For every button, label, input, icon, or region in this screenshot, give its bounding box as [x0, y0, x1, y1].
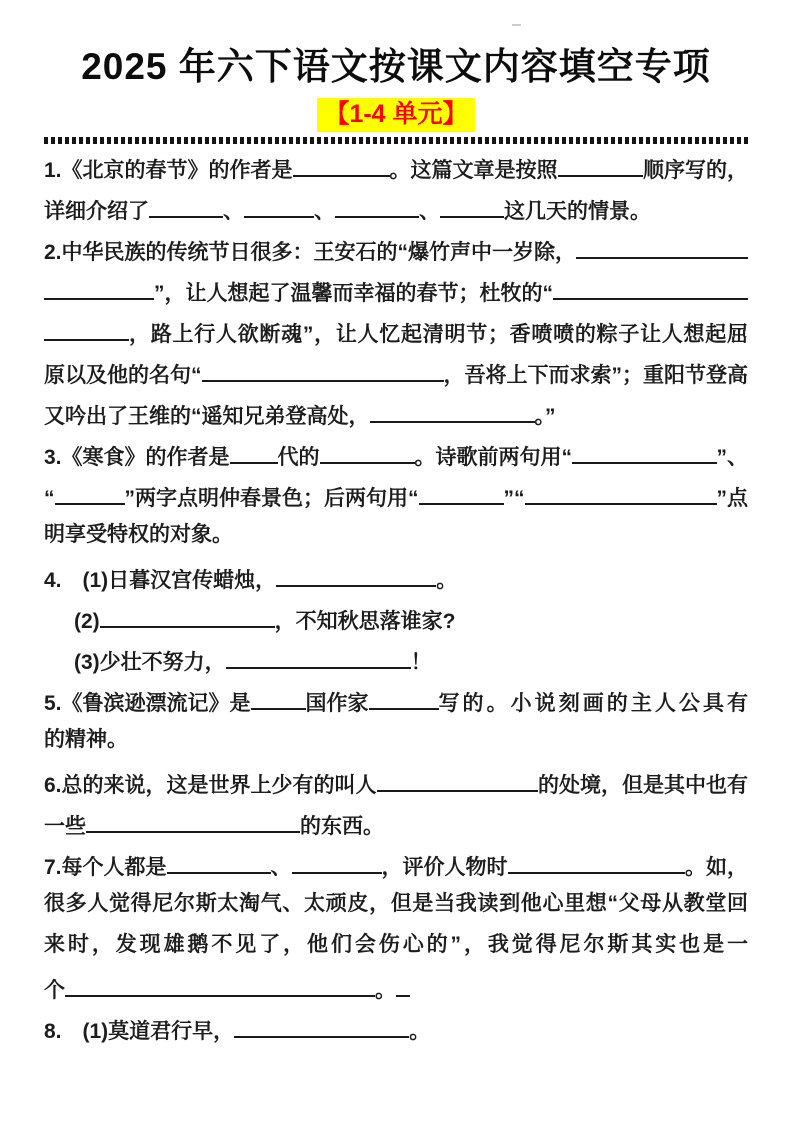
question-text: 明享受特权的对象。 — [44, 522, 233, 546]
questions — [44, 149, 748, 1051]
question-text: (3)少壮不努力， — [74, 650, 226, 674]
question-line — [44, 518, 748, 559]
blank-field — [65, 969, 375, 997]
question-line — [44, 559, 748, 600]
question-line — [44, 190, 748, 231]
question-text: 。 — [436, 568, 458, 592]
question-text: 的处境，但是其中也有 — [538, 773, 748, 797]
question-line — [44, 641, 748, 682]
question-text: ，路上行人欲断魂”，让人忆起清明节；香喷喷的粽子让人想起屈 — [129, 322, 748, 346]
question-line — [44, 149, 748, 190]
question-line — [44, 764, 748, 805]
question-text: ”两字点明仲春景色；后两句用“ — [124, 486, 419, 510]
question-text: 很多人觉得尼尔斯太淘气、太顽皮，但是当我读到他心里想“父母从教堂回 — [44, 891, 748, 915]
question-text: 。 — [375, 978, 396, 1002]
question-line — [44, 887, 748, 928]
question-text: 个 — [44, 978, 65, 1002]
question-text: 这几天的情景。 — [504, 199, 651, 223]
question-text: 。” — [534, 404, 556, 428]
question-text: “ — [44, 486, 55, 510]
question-line — [44, 436, 748, 477]
page-title: 2025 年六下语文按课文内容填空专项 — [81, 46, 711, 87]
question-line — [44, 477, 748, 518]
blank-field — [234, 1010, 409, 1038]
question-line — [44, 395, 748, 436]
question-text: 3.《寒食》的作者是 — [44, 445, 230, 469]
question-text: 8. (1)莫道君行早， — [44, 1019, 235, 1043]
question-text: 代的 — [277, 445, 320, 469]
blank-field — [335, 190, 419, 218]
question-text: 4. (1)日暮汉宫传蜡烛， — [44, 568, 277, 592]
question-line — [44, 846, 748, 887]
blank-field — [44, 272, 154, 300]
question-text: 。诗歌前两句用“ — [414, 445, 573, 469]
blank-field — [558, 149, 643, 177]
question-text: 原以及他的名句“ — [44, 363, 202, 387]
question-text: ”，让人想起了温馨而幸福的春节；杜牧的“ — [154, 281, 553, 305]
question-line — [44, 354, 748, 395]
question-text: 国作家 — [305, 691, 369, 715]
question-text: 、 — [223, 199, 244, 223]
unit-badge: 【1-4 单元】 — [317, 98, 474, 132]
question-text: 。这篇文章是按照 — [389, 158, 558, 182]
blank-field — [230, 436, 278, 464]
blank-field — [572, 436, 716, 464]
blank-field — [44, 313, 129, 341]
blank-field — [292, 846, 382, 874]
question-text: 7.每个人都是 — [44, 855, 167, 879]
blank-field — [293, 149, 390, 177]
question-text: 来时，发现雄鹅不见了，他们会伤心的”，我觉得尼尔斯其实也是一 — [44, 932, 748, 956]
question-text: 顺序写的， — [643, 158, 748, 182]
question-line — [44, 313, 748, 354]
blank-field — [202, 354, 444, 382]
question-text: 、 — [314, 199, 335, 223]
question-text: (2) — [74, 609, 100, 633]
question-text: 详细介绍了 — [44, 199, 149, 223]
question-text: ”、 — [716, 445, 748, 469]
blank-field — [226, 641, 411, 669]
blank-field — [508, 846, 685, 874]
question-line — [44, 969, 748, 1010]
blank-field — [576, 231, 748, 259]
blank-field — [244, 190, 314, 218]
question-text: ，吾将上下而求索”；重阳节登高 — [443, 363, 748, 387]
blank-field — [100, 600, 275, 628]
question-text: 、 — [419, 199, 440, 223]
blank-field — [251, 682, 306, 710]
question-line — [44, 723, 748, 764]
question-text: 写的。小说刻画的主人公具有 — [438, 691, 748, 715]
question-line — [44, 600, 748, 641]
badge-row — [44, 98, 748, 132]
question-text: 、 — [270, 855, 292, 879]
stray-mark — [512, 24, 521, 26]
question-line — [44, 682, 748, 723]
blank-field — [396, 969, 410, 997]
blank-field — [369, 682, 439, 710]
blank-field — [276, 559, 436, 587]
question-text: 一些 — [44, 814, 86, 838]
question-text: 1.《北京的春节》的作者是 — [44, 158, 293, 182]
question-text: 5.《鲁滨逊漂流记》是 — [44, 691, 251, 715]
question-text: 又吟出了王维的“遥知兄弟登高处， — [44, 404, 370, 428]
question-text: ”“ — [503, 486, 525, 510]
question-line — [44, 805, 748, 846]
question-line — [44, 231, 748, 272]
blank-field — [86, 805, 300, 833]
question-text: 6.总的来说，这是世界上少有的叫人 — [44, 773, 377, 797]
question-line — [44, 1010, 748, 1051]
question-text: ，不知秋思落谁家? — [274, 609, 456, 633]
question-line — [44, 272, 748, 313]
blank-field — [440, 190, 504, 218]
question-text: 2.中华民族的传统节日很多：王安石的“爆竹声中一岁除， — [44, 240, 577, 264]
blank-field — [370, 395, 535, 423]
blank-field — [320, 436, 415, 464]
blank-field — [553, 272, 748, 300]
blank-field — [525, 477, 717, 505]
blank-field — [167, 846, 271, 874]
dotted-divider — [44, 137, 748, 144]
blank-field — [55, 477, 125, 505]
question-text: ！ — [410, 650, 432, 674]
question-text: 。 — [409, 1019, 431, 1043]
question-text: 的东西。 — [300, 814, 384, 838]
blank-field — [377, 764, 538, 792]
question-line — [44, 928, 748, 969]
question-text: 。如， — [685, 855, 748, 879]
question-text: ，评价人物时 — [381, 855, 508, 879]
blank-field — [149, 190, 223, 218]
question-text: 的精神。 — [44, 727, 128, 751]
blank-field — [419, 477, 504, 505]
question-text: ”点 — [716, 486, 748, 510]
